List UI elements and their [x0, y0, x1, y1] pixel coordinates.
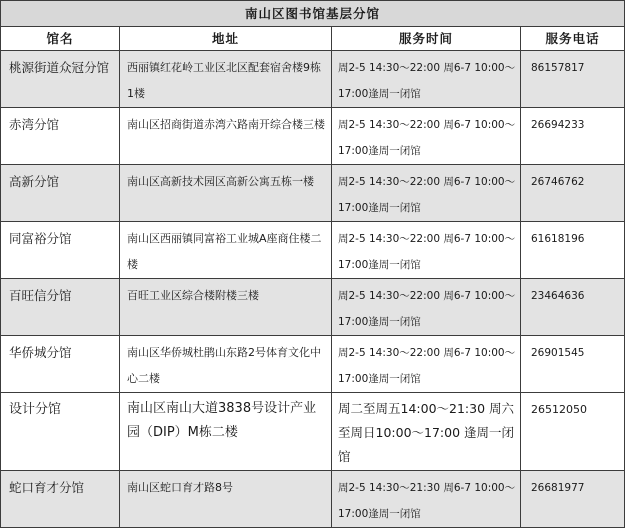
table-title: 南山区图书馆基层分馆	[1, 1, 625, 27]
branch-name: 高新分馆	[1, 165, 120, 222]
table-row	[1, 108, 625, 165]
branch-phone: 86157817	[521, 51, 625, 108]
branch-hours: 周2-5 14:30～21:30 周6-7 10:00～17:00逢周一闭馆	[332, 471, 521, 528]
branch-phone: 26512050	[521, 393, 625, 471]
branch-phone: 26746762	[521, 165, 625, 222]
table-row	[1, 279, 625, 336]
table-row	[1, 471, 625, 528]
column-header-hours: 服务时间	[332, 27, 521, 51]
branch-address: 南山区高新技术园区高新公寓五栋一楼	[120, 165, 332, 222]
branch-name: 同富裕分馆	[1, 222, 120, 279]
branch-hours: 周2-5 14:30～22:00 周6-7 10:00～17:00逢周一闭馆	[332, 336, 521, 393]
branch-name: 桃源街道众冠分馆	[1, 51, 120, 108]
table-title-row	[1, 1, 625, 27]
branch-address: 南山区蛇口育才路8号	[120, 471, 332, 528]
branch-address: 南山区招商街道赤湾六路南开综合楼三楼	[120, 108, 332, 165]
column-header-name: 馆名	[1, 27, 120, 51]
table-row	[1, 336, 625, 393]
column-header-phone: 服务电话	[521, 27, 625, 51]
table-row	[1, 51, 625, 108]
branch-hours: 周2-5 14:30～22:00 周6-7 10:00～17:00逢周一闭馆	[332, 51, 521, 108]
branch-name: 华侨城分馆	[1, 336, 120, 393]
branch-hours: 周2-5 14:30～22:00 周6-7 10:00～17:00逢周一闭馆	[332, 279, 521, 336]
branch-phone: 23464636	[521, 279, 625, 336]
branch-hours: 周2-5 14:30～22:00 周6-7 10:00～17:00逢周一闭馆	[332, 222, 521, 279]
branch-address: 南山区西丽镇同富裕工业城A座商住楼二楼	[120, 222, 332, 279]
branch-address: 百旺工业区综合楼附楼三楼	[120, 279, 332, 336]
branch-phone: 26901545	[521, 336, 625, 393]
branch-phone: 26694233	[521, 108, 625, 165]
column-header-address: 地址	[120, 27, 332, 51]
table-row	[1, 165, 625, 222]
table-row	[1, 222, 625, 279]
branch-hours: 周2-5 14:30～22:00 周6-7 10:00～17:00逢周一闭馆	[332, 108, 521, 165]
branch-address: 南山区南山大道3838号设计产业园（DIP）M栋二楼	[120, 393, 332, 471]
branch-address: 南山区华侨城杜鹃山东路2号体育文化中心二楼	[120, 336, 332, 393]
table-row	[1, 393, 625, 471]
branch-phone: 61618196	[521, 222, 625, 279]
branch-address: 西丽镇红花岭工业区北区配套宿舍楼9栋1楼	[120, 51, 332, 108]
branch-name: 蛇口育才分馆	[1, 471, 120, 528]
branch-name: 设计分馆	[1, 393, 120, 471]
table-header-row	[1, 27, 625, 51]
branch-name: 赤湾分馆	[1, 108, 120, 165]
branch-hours: 周二至周五14:00～21:30 周六至周日10:00～17:00 逢周一闭馆	[332, 393, 521, 471]
branch-name: 百旺信分馆	[1, 279, 120, 336]
branch-hours: 周2-5 14:30～22:00 周6-7 10:00～17:00逢周一闭馆	[332, 165, 521, 222]
branch-phone: 26681977	[521, 471, 625, 528]
